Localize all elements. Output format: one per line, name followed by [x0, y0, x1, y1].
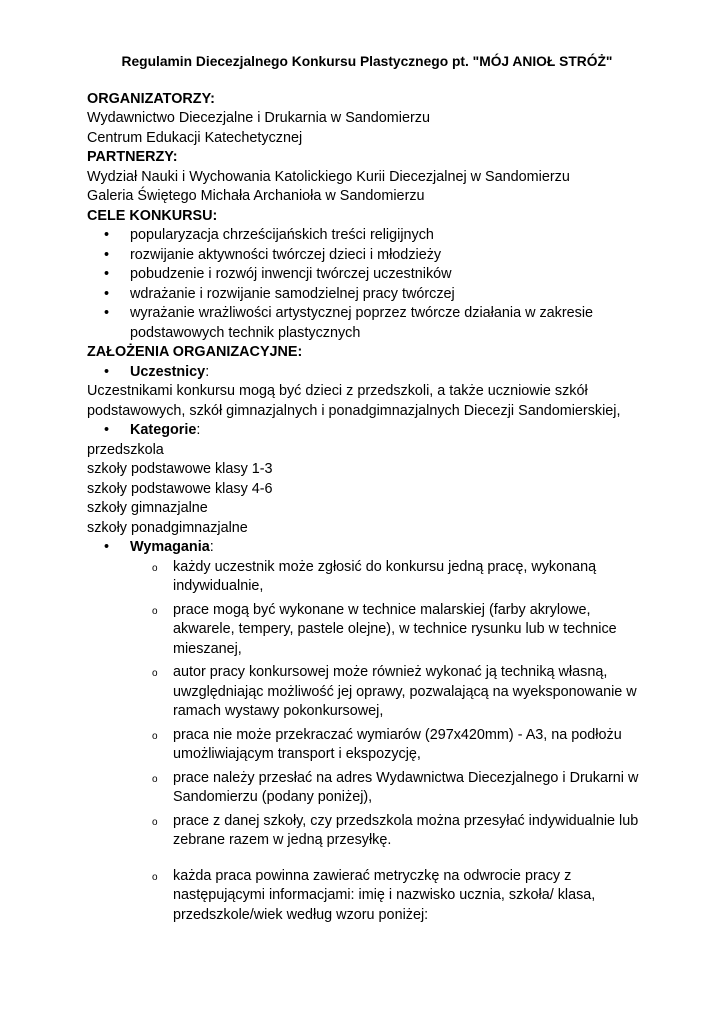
participants-label-item: [87, 363, 647, 383]
goal-item: • wyrażanie wrażliwości artystycznej poprzez twórcze działania w zakresie podstawowych technik plastycznych: [87, 304, 647, 343]
participants-label: Uczestnicy: [130, 363, 206, 380]
requirement-item: o prace mogą być wykonane w technice malarskiej (farby akrylowe, akwarele, tempery, pastele olejne), w technice rysunku lub w technice mieszanej,: [87, 601, 647, 660]
requirement-item: o praca nie może przekraczać wymiarów (297x420mm) - A3, na podłożu umożliwiającym transport i ekspozycję,: [87, 726, 647, 765]
goal-item: • popularyzacja chrześcijańskich treści religijnych: [87, 226, 647, 246]
goal-item: • rozwijanie aktywności twórczej dzieci i młodzieży: [87, 246, 647, 266]
requirement-item: o prace z danej szkoły, czy przedszkola można przesyłać indywidualnie lub zebrane razem w jedną przesyłkę.: [87, 812, 647, 851]
goals-list: [87, 226, 647, 343]
categories-label: Kategorie: [130, 422, 197, 438]
goal-item: • pobudzenie i rozwój inwencji twórczej uczestników: [87, 265, 647, 285]
requirements-colon: :: [209, 539, 214, 555]
goals-heading: CELE KONKURSU:: [87, 207, 218, 224]
category-line: szkoły gimnazjalne: [87, 500, 208, 516]
requirements-label: Wymagania: [130, 539, 210, 555]
requirements-bullet: [87, 538, 647, 558]
requirement-item: o każdy uczestnik może zgłosić do konkursu jedną pracę, wykonaną indywidualnie,: [87, 558, 647, 597]
requirements-label-item: [87, 538, 647, 558]
partner-line: Wydział Nauki i Wychowania Katolickiego Kurii Diecezjalnej w Sandomierzu: [87, 168, 570, 185]
organizer-line: Wydawnictwo Diecezjalne i Drukarnia w Sandomierzu: [87, 110, 430, 126]
categories-bullet: [87, 421, 647, 441]
participants-colon: :: [205, 363, 210, 380]
partners-heading: PARTNERZY:: [87, 149, 178, 165]
categories-label-item: [87, 421, 647, 441]
categories-colon: :: [196, 422, 201, 438]
organizers-heading: ORGANIZATORZY:: [87, 90, 215, 107]
participants-bullet: [87, 363, 647, 383]
category-line: przedszkola: [87, 441, 164, 458]
assumptions-heading: ZAŁOŻENIA ORGANIZACYJNE:: [87, 344, 303, 360]
participants-text: Uczestnikami konkursu mogą być dzieci z przedszkoli, a także uczniowie szkół podstawowych, szkół gimnazjalnych i ponadgimnazjalnych Diecezji Sandomierskiej,: [87, 383, 621, 419]
requirements-list: [87, 558, 647, 926]
category-line: szkoły podstawowe klasy 1-3: [87, 461, 273, 477]
organizer-line: Centrum Edukacji Katechetycznej: [87, 129, 303, 146]
document-page: [87, 52, 647, 929]
requirement-item: o autor pracy konkursowej może również wykonać ją techniką własną, uwzględniając możliwość jej oprawy, pozwalającą na wyeksponowanie w ramach wystawy pokonkursowej,: [87, 663, 647, 722]
requirement-item: o prace należy przesłać na adres Wydawnictwa Diecezjalnego i Drukarni w Sandomierzu (podany poniżej),: [87, 769, 647, 808]
category-line: szkoły ponadgimnazjalne: [87, 519, 248, 536]
partner-line: Galeria Świętego Michała Archanioła w Sandomierzu: [87, 188, 425, 204]
category-line: szkoły podstawowe klasy 4-6: [87, 480, 273, 497]
goal-item: • wdrażanie i rozwijanie samodzielnej pracy twórczej: [87, 285, 647, 305]
document-title: Regulamin Diecezjalnego Konkursu Plastycznego pt. "MÓJ ANIOŁ STRÓŻ": [121, 54, 613, 69]
requirement-item: o każda praca powinna zawierać metryczkę na odwrocie pracy z następującymi informacjami: imię i nazwisko ucznia, szkoła/ klasa, przedszkole/wiek według wzoru poniżej:: [87, 867, 647, 926]
